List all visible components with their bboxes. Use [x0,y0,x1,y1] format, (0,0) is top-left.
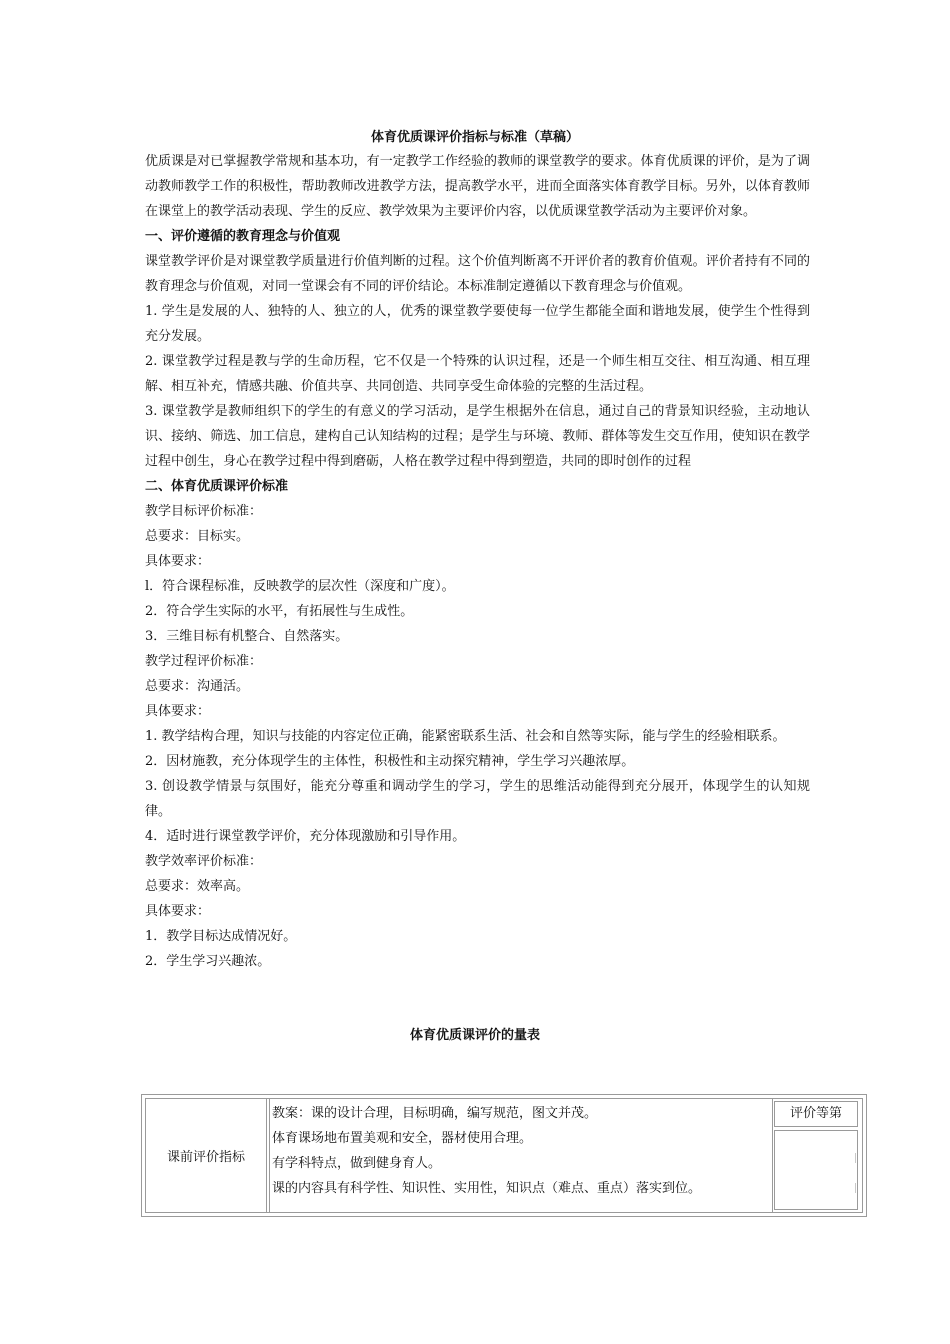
table-edge-mark [855,1183,860,1193]
grade-header-cell: 评价等第 [774,1101,858,1127]
body-paragraph: 3. 创设教学情景与氛围好，能充分尊重和调动学生的学习，学生的思维活动能得到充分展开，体现学生的认知规律。 [145,779,810,819]
criteria-item: 体育课场地布置美观和安全，器材使用合理。 [272,1131,533,1146]
row-label-cell: 课前评价指标 [146,1099,267,1212]
body-paragraph: 具体要求： [145,704,211,719]
criteria-cell [269,1099,773,1212]
body-paragraph: 2．因材施教，充分体现学生的主体性，积极性和主动探究精神，学生学习兴趣浓厚。 [145,754,635,769]
body-paragraph: l．符合课程标准，反映教学的层次性（深度和广度）。 [145,579,455,594]
evaluation-scale-table [141,1094,867,1217]
table-inner-border [145,1098,863,1213]
body-paragraph: 总要求：目标实。 [145,529,250,544]
body-paragraph: 1. 教学结构合理，知识与技能的内容定位正确，能紧密联系生活、社会和自然等实际，能与学生的经验相联系。 [145,729,786,744]
body-paragraph: 2．学生学习兴趣浓。 [145,954,271,969]
body-paragraph: 课堂教学评价是对课堂教学质量进行价值判断的过程。这个价值判断离不开评价者的教育价值观。评价者持有不同的教育理念与价值观，对同一堂课会有不同的评价结论。本标准制定遵循以下教育理念与价值观。 [145,254,810,294]
body-paragraph: 教学效率评价标准： [145,854,263,869]
body-paragraph: 2．符合学生实际的水平，有拓展性与生成性。 [145,604,414,619]
criteria-item: 教案：课的设计合理，目标明确，编写规范，图文并茂。 [272,1106,598,1121]
body-paragraph: 具体要求： [145,554,211,569]
section-heading: 二、体育优质课评价标准 [145,479,289,494]
document-body [145,149,810,974]
criteria-item: 有学科特点，做到健身育人。 [272,1156,442,1171]
body-paragraph: 具体要求： [145,904,211,919]
body-paragraph: 教学过程评价标准： [145,654,263,669]
body-paragraph: 4．适时进行课堂教学评价，充分体现激励和引导作用。 [145,829,466,844]
body-paragraph: 1．教学目标达成情况好。 [145,929,297,944]
criteria-item: 课的内容具有科学性、知识性、实用性，知识点（难点、重点）落实到位。 [272,1181,702,1196]
body-paragraph: 3. 课堂教学是教师组织下的学生的有意义的学习活动，是学生根据外在信息，通过自己的背景知识经验，主动地认识、接纳、筛选、加工信息，建构自己认知结构的过程；是学生与环境、教师、群体等发生交互作用，使知识在教学过程中创生，身心在教学过程中得到磨砺，人格在教学过程中得到塑造，共同的即时创作的过程 [145,404,810,469]
body-paragraph: 3．三维目标有机整合、自然落实。 [145,629,349,644]
body-paragraph: 1. 学生是发展的人、独特的人、独立的人，优秀的课堂教学要使每一位学生都能全面和谐地发展，使学生个性得到充分发展。 [145,304,810,344]
body-paragraph: 2. 课堂教学过程是教与学的生命历程，它不仅是一个特殊的认识过程，还是一个师生相互交往、相互沟通、相互理解、相互补充，情感共融、价值共享、共同创造、共同享受生命体验的完整的生活过程。 [145,354,810,394]
grade-value-cell [774,1130,858,1210]
body-paragraph: 总要求：效率高。 [145,879,250,894]
table-title: 体育优质课评价的量表 [409,1028,540,1043]
table-edge-mark [855,1153,860,1163]
body-paragraph: 优质课是对已掌握教学常规和基本功，有一定教学工作经验的教师的课堂教学的要求。体育优质课的评价，是为了调动教师教学工作的积极性，帮助教师改进教学方法，提高教学水平，进而全面落实体育教学目标。另外，以体育教师在课堂上的教学活动表现、学生的反应、教学效果为主要评价内容，以优质课堂教学活动为主要评价对象。 [145,154,810,219]
body-paragraph: 总要求：沟通活。 [145,679,250,694]
document-title: 体育优质课评价指标与标准（草稿） [370,130,579,145]
section-heading: 一、评价遵循的教育理念与价值观 [145,229,341,244]
body-paragraph: 教学目标评价标准： [145,504,263,519]
